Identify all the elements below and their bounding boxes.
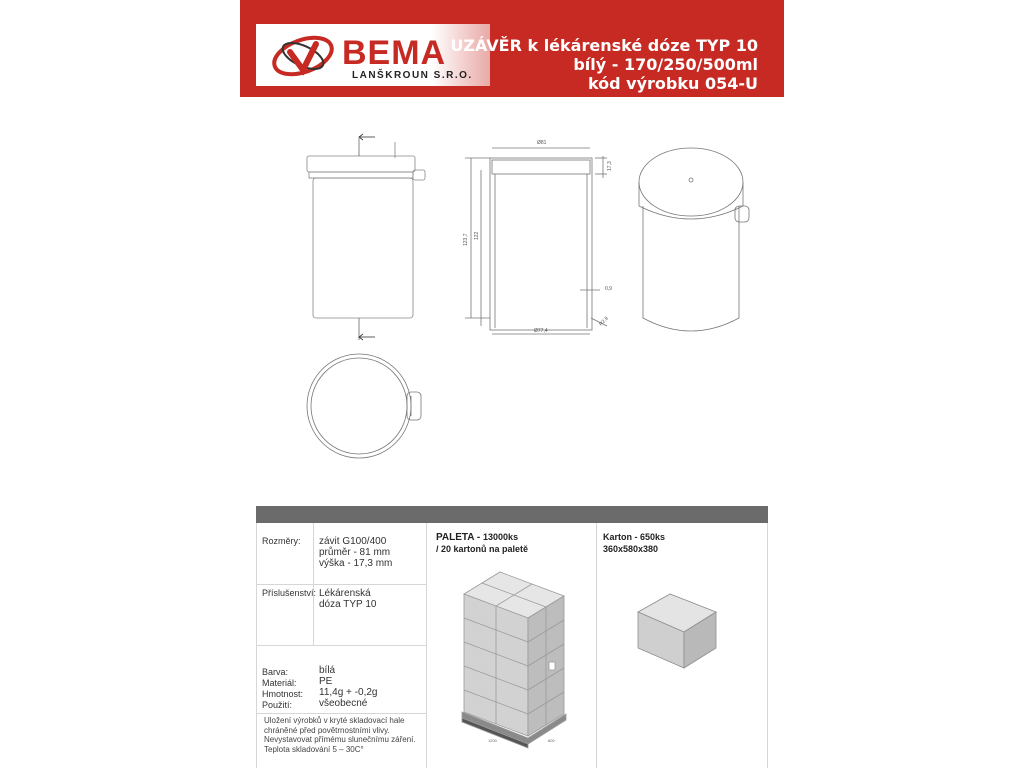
dim-wall-label: 0,9 xyxy=(605,286,612,292)
pallet-dim-b: 800 xyxy=(548,738,555,743)
hmotnost-label: Hmotnost: xyxy=(262,689,304,699)
pallet-illustration xyxy=(456,566,580,750)
note-line: chráněné před povětrnostními vlivy. xyxy=(264,725,390,735)
barva-value: bílá xyxy=(319,665,336,676)
technical-drawing xyxy=(295,128,765,468)
dim-height-inner-label: 122 xyxy=(474,231,480,240)
title-line-1: UZÁVĚR k lékárenské dóze TYP 10 xyxy=(450,36,758,55)
prislusenstvi-value-1: Lékárenská xyxy=(319,588,371,599)
pallet-dim-a: 1200 xyxy=(488,738,497,743)
dim-top-label: Ø81 xyxy=(537,140,547,146)
logo-name: BEMA xyxy=(342,34,447,72)
paleta-subtitle: / 20 kartonů na paletě xyxy=(436,544,529,554)
table-row-divider xyxy=(256,584,426,585)
header-banner xyxy=(240,0,784,97)
product-title xyxy=(450,36,758,93)
section-view xyxy=(465,148,607,334)
pouziti-value: všeobecné xyxy=(319,698,368,709)
logo-subtitle: LANŠKROUN S.R.O. xyxy=(352,70,473,81)
prislusenstvi-value-2: dóza TYP 10 xyxy=(319,599,377,610)
note-line: Nevystavovat přímému slunečnímu záření. xyxy=(264,735,416,744)
paleta-count: 13000ks xyxy=(483,532,519,542)
pouziti-label: Použití: xyxy=(262,700,293,710)
title-line-2: bílý - 170/250/500ml xyxy=(573,55,758,74)
section-divider-bar xyxy=(256,506,768,523)
bema-logo-icon xyxy=(270,30,336,82)
karton-title: Karton - 650ks xyxy=(603,532,666,542)
paleta-title-label: PALETA - xyxy=(436,532,484,543)
rozmery-value-1: závit G100/400 xyxy=(319,536,387,547)
material-value: PE xyxy=(319,676,333,687)
top-view xyxy=(307,354,421,458)
dim-cap-label: 17,3 xyxy=(607,161,613,171)
panel-border-right xyxy=(767,523,768,768)
table-row-divider xyxy=(256,645,426,646)
karton-size: 360x580x380 xyxy=(603,544,659,554)
hmotnost-value: 11,4g + -0,2g xyxy=(319,687,378,698)
material-label: Materiál: xyxy=(262,678,297,688)
carton-illustration xyxy=(636,590,720,670)
panel-divider xyxy=(596,523,597,768)
paleta-title xyxy=(436,532,518,543)
dim-corner-label: R2,8 xyxy=(598,315,610,328)
rozmery-value-2: průměr - 81 mm xyxy=(319,547,391,558)
dim-height-outer-label: 123,7 xyxy=(463,233,469,246)
barva-label: Barva: xyxy=(262,667,289,677)
note-line: Teplota skladování 5 – 30C° xyxy=(264,744,364,754)
perspective-view xyxy=(639,148,749,331)
storage-note xyxy=(264,716,432,754)
table-row-divider xyxy=(256,713,426,714)
rozmery-value-3: výška - 17,3 mm xyxy=(319,558,393,569)
dim-bottom-label: Ø77,4 xyxy=(534,328,548,334)
rozmery-label: Rozměry: xyxy=(262,536,301,546)
front-view xyxy=(307,134,425,340)
prislusenstvi-label: Příslušenství: xyxy=(262,588,317,598)
note-line: Uložení výrobků v kryté skladovací hale xyxy=(264,716,405,725)
title-line-3: kód výrobku 054-U xyxy=(587,74,758,93)
